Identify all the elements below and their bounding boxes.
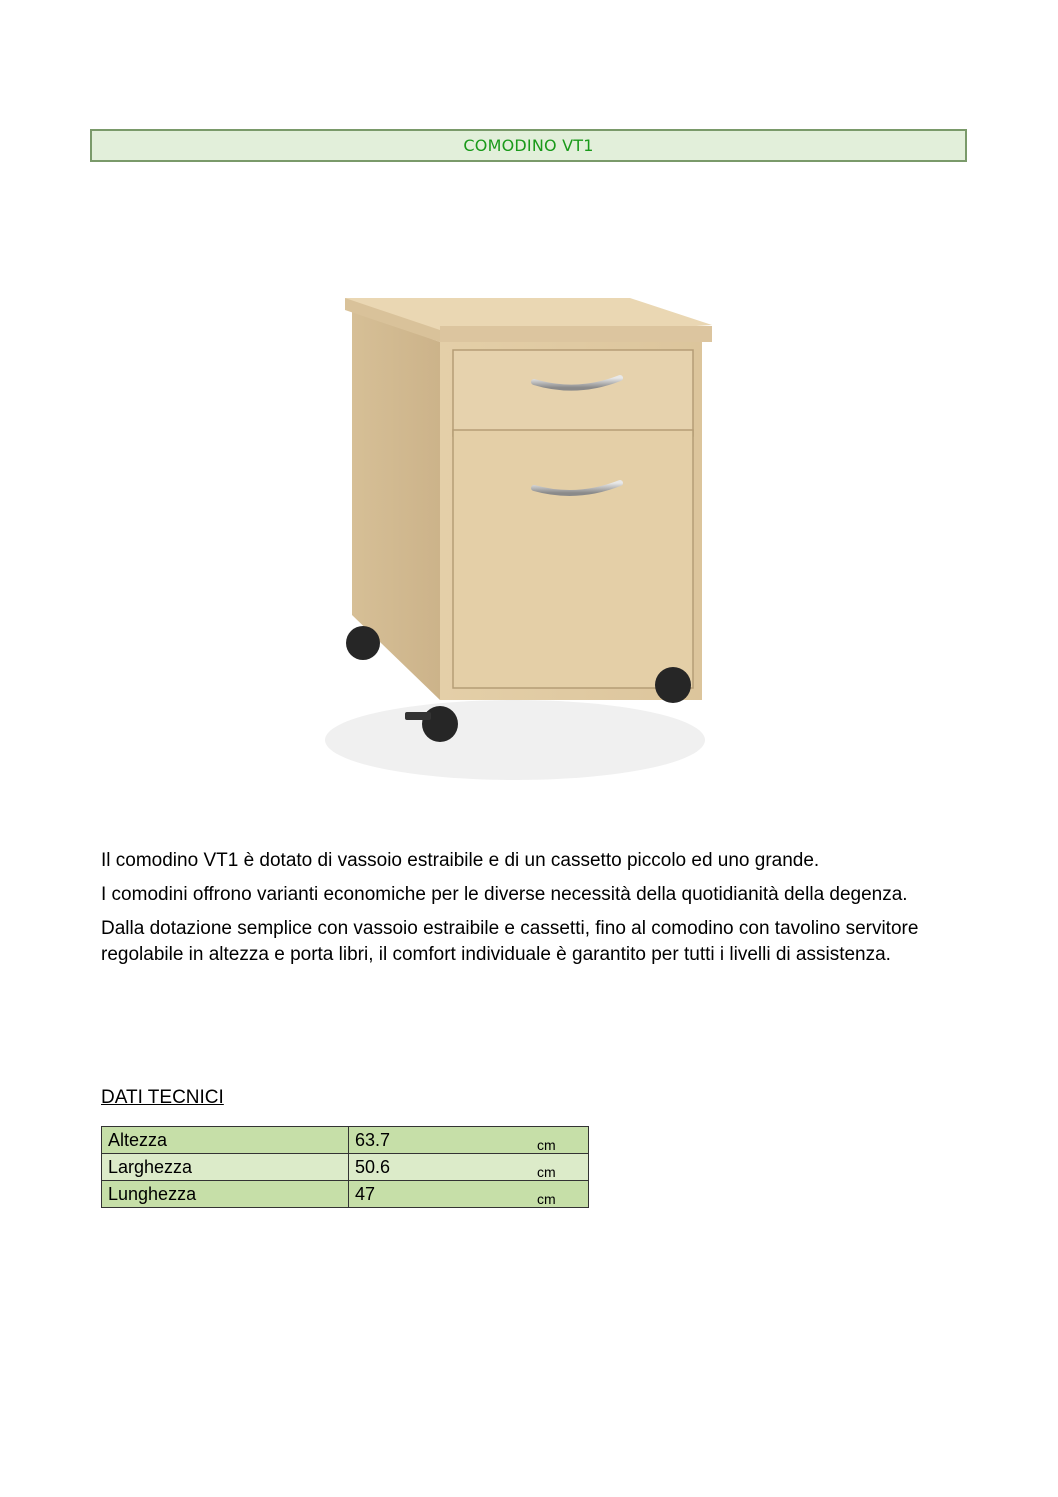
spec-label: Altezza (102, 1127, 349, 1154)
table-row (102, 1154, 589, 1181)
specs-table (101, 1126, 589, 1208)
title-banner (90, 129, 967, 162)
spec-unit: cm (537, 1137, 556, 1153)
spec-value-cell (349, 1181, 589, 1208)
nightstand-image (290, 280, 730, 800)
description-paragraph: I comodini offrono varianti economiche per le diverse necessità della quotidianità della degenza. (101, 884, 908, 905)
page-title: COMODINO VT1 (463, 136, 594, 155)
description-paragraph: Dalla dotazione semplice con vassoio estraibile e cassetti, fino al comodino con tavolino servitore regolabile in altezza e porta libri, il comfort individuale è garantito per tutti i livelli di assistenza. (101, 918, 919, 965)
spec-label: Larghezza (102, 1154, 349, 1181)
description-paragraph: Il comodino VT1 è dotato di vassoio estraibile e di un cassetto piccolo ed uno grande. (101, 850, 820, 871)
spec-value-cell (349, 1127, 589, 1154)
spec-unit: cm (537, 1191, 556, 1207)
table-row (102, 1181, 589, 1208)
spec-value: 50.6 (355, 1157, 391, 1177)
spec-value-cell (349, 1154, 589, 1181)
spec-value: 63.7 (355, 1130, 391, 1150)
table-row (102, 1127, 589, 1154)
specs-heading: DATI TECNICI (101, 1087, 224, 1108)
spec-unit: cm (537, 1164, 556, 1180)
spec-label: Lunghezza (102, 1181, 349, 1208)
spec-value: 47 (355, 1184, 376, 1204)
product-description (101, 848, 961, 976)
